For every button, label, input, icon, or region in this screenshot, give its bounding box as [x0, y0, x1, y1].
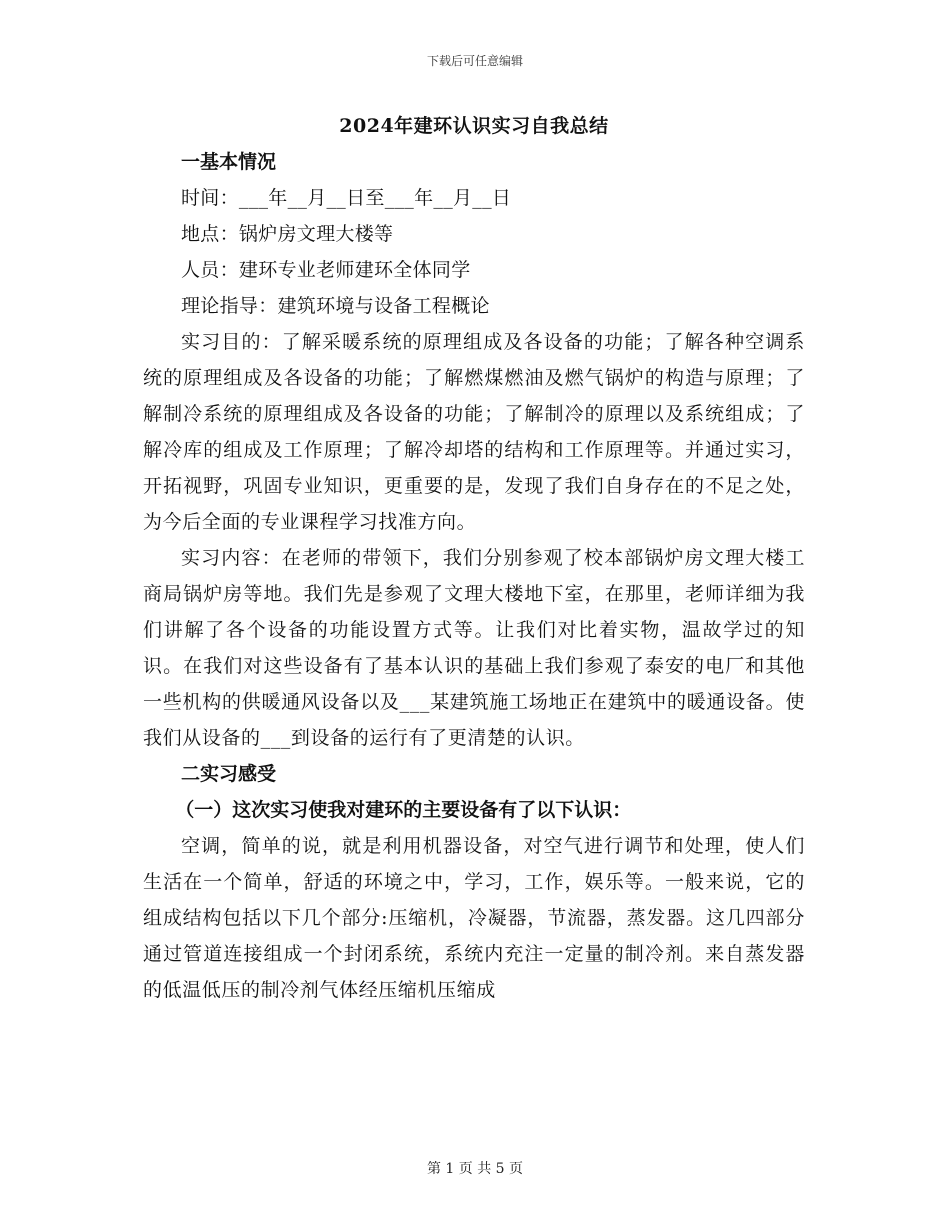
place-line: 地点：锅炉房文理大楼等 — [181, 223, 394, 245]
content-paragraph: 实习内容：在老师的带领下，我们分别参观了校本部锅炉房文理大楼工商局锅炉房等地。我们先是参观了文理大楼地下室，在那里，老师详细为我们讲解了各个设备的功能设置方式等。让我们对比着实物，温故学过的知识。在我们对这些设备有了基本认识的基础上我们参观了泰安的电厂和其他一些机构的供暖通风设备以及___某建筑施工场地正在建筑中的暖通设备。使我们从设备的___到设备的运行有了更清楚的认识。 — [143, 547, 805, 749]
theory-line: 理论指导：建筑环境与设备工程概论 — [181, 295, 490, 317]
section-heading-experience: 二实习感受 — [181, 763, 277, 785]
section-heading-basic-info: 一基本情况 — [181, 151, 277, 173]
header-note: 下载后可任意编辑 — [426, 54, 523, 68]
time-line: 时间：___年__月__日至___年__月__日 — [181, 187, 512, 209]
purpose-paragraph: 实习目的：了解采暖系统的原理组成及各设备的功能；了解各种空调系统的原理组成及各设备的功能；了解燃煤燃油及燃气锅炉的构造与原理；了解制冷系统的原理组成及各设备的功能；了解制冷的原理以及系统组成；了解冷库的组成及工作原理；了解冷却塔的结构和工作原理等。并通过实习，开拓视野，巩固专业知识，更重要的是，发现了我们自身存在的不足之处，为今后全面的专业课程学习找准方向。 — [143, 331, 805, 533]
document-title: 2024年建环认识实习自我总结 — [339, 115, 609, 137]
document-body — [143, 108, 805, 1008]
people-line: 人员：建环专业老师建环全体同学 — [181, 259, 471, 281]
aircon-paragraph: 空调，简单的说，就是利用机器设备，对空气进行调节和处理，使人们生活在一个简单，舒适的环境之中，学习，工作，娱乐等。一般来说，它的组成结构包括以下几个部分:压缩机，冷凝器，节流器，蒸发器。这几四部分通过管道连接组成一个封闭系统，系统内充注一定量的制冷剂。来自蒸发器的低温低压的制冷剂气体经压缩机压缩成 — [143, 835, 805, 1001]
subsection-heading: （一）这次实习使我对建环的主要设备有了以下认识： — [175, 799, 632, 821]
page-footer: 第 1 页 共 5 页 — [426, 1161, 524, 1177]
